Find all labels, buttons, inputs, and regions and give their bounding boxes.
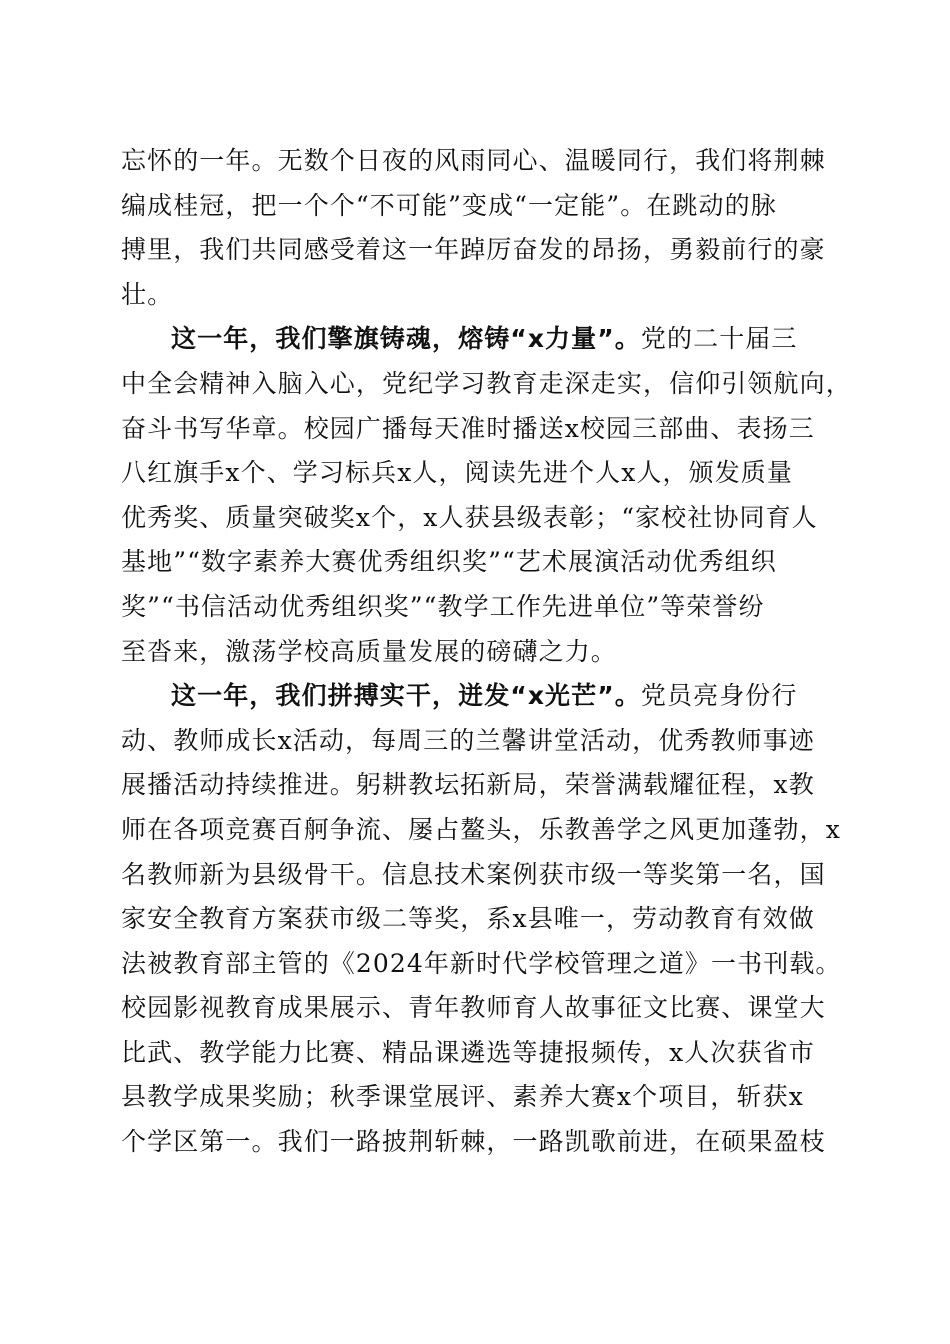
text-line: 八红旗手x个、学习标兵x人，阅读先进个人x人，颁发质量: [121, 458, 793, 488]
paragraph-1: [121, 139, 831, 317]
text-line: 忘怀的一年。无数个日夜的风雨同心、温暖同行，我们将荆棘: [121, 146, 826, 175]
paragraph-3: [121, 674, 842, 1165]
paragraph-heading: 这一年，我们拼搏实干，迸发“x光芒”。: [171, 681, 641, 711]
text-line: 家安全教育方案获市级二等奖，系x县唯一，劳动教育有效做: [121, 904, 815, 934]
text-segment: 党员亮身份行: [640, 681, 798, 711]
text-line: 县教学成果奖励；秋季课堂展评、素养大赛x个项目，斩获x: [121, 1082, 804, 1112]
text-line: 个学区第一。我们一路披荆斩棘，一路凯歌前进，在硕果盈枝: [121, 1127, 826, 1157]
text-line: 至沓来，激荡学校高质量发展的磅礴之力。: [121, 636, 617, 666]
text-line: 奋斗书写华章。校园广播每天准时播送x校园三部曲、表扬三: [121, 413, 815, 443]
paragraph-2: [121, 317, 852, 674]
text-line: 中全会精神入脑入心，党纪学习教育走深走实，信仰引领航向，: [121, 368, 852, 398]
text-line: 优秀奖、质量突破奖x个，x人获县级表彰；“家校社协同育人: [121, 502, 818, 532]
text-line: 基地”“数字素养大赛优秀组织奖”“艺术展演活动优秀组织: [121, 547, 777, 577]
text-line: 动、教师成长x活动，每周三的兰馨讲堂活动，优秀教师事迹: [121, 725, 815, 755]
paragraph-first-line: [121, 674, 831, 719]
text-line: 编成桂冠，把一个个“不可能”变成“一定能”。在跳动的脉: [121, 190, 777, 220]
text-line: 法被教育部主管的《2024年新时代学校管理之道》一书刊载。: [121, 948, 842, 978]
text-segment: 党的二十届三: [640, 324, 798, 354]
text-line: 比武、教学能力比赛、精品课遴选等捷报频传，x人次获省市: [121, 1037, 815, 1067]
document-body: [121, 139, 852, 1165]
text-line: 师在各项竞赛百舸争流、屡占鳌头，乐教善学之风更加蓬勃，x: [121, 814, 841, 844]
text-line: 壮。: [121, 279, 174, 309]
text-line: 搏里，我们共同感受着这一年踔厉奋发的昂扬，勇毅前行的豪: [121, 235, 826, 265]
paragraph-heading: 这一年，我们擎旗铸魂，熔铸“x力量”。: [171, 324, 641, 354]
text-line: 奖”“书信活动优秀组织奖”“教学工作先进单位”等荣誉纷: [121, 591, 765, 621]
paragraph-first-line: [121, 317, 831, 362]
text-line: 展播活动持续推进。躬耕教坛拓新局，荣誉满载耀征程，x教: [121, 770, 815, 800]
text-line: 校园影视教育成果展示、青年教师育人故事征文比赛、课堂大: [121, 993, 826, 1023]
text-line: 名教师新为县级骨干。信息技术案例获市级一等奖第一名，国: [121, 859, 826, 889]
